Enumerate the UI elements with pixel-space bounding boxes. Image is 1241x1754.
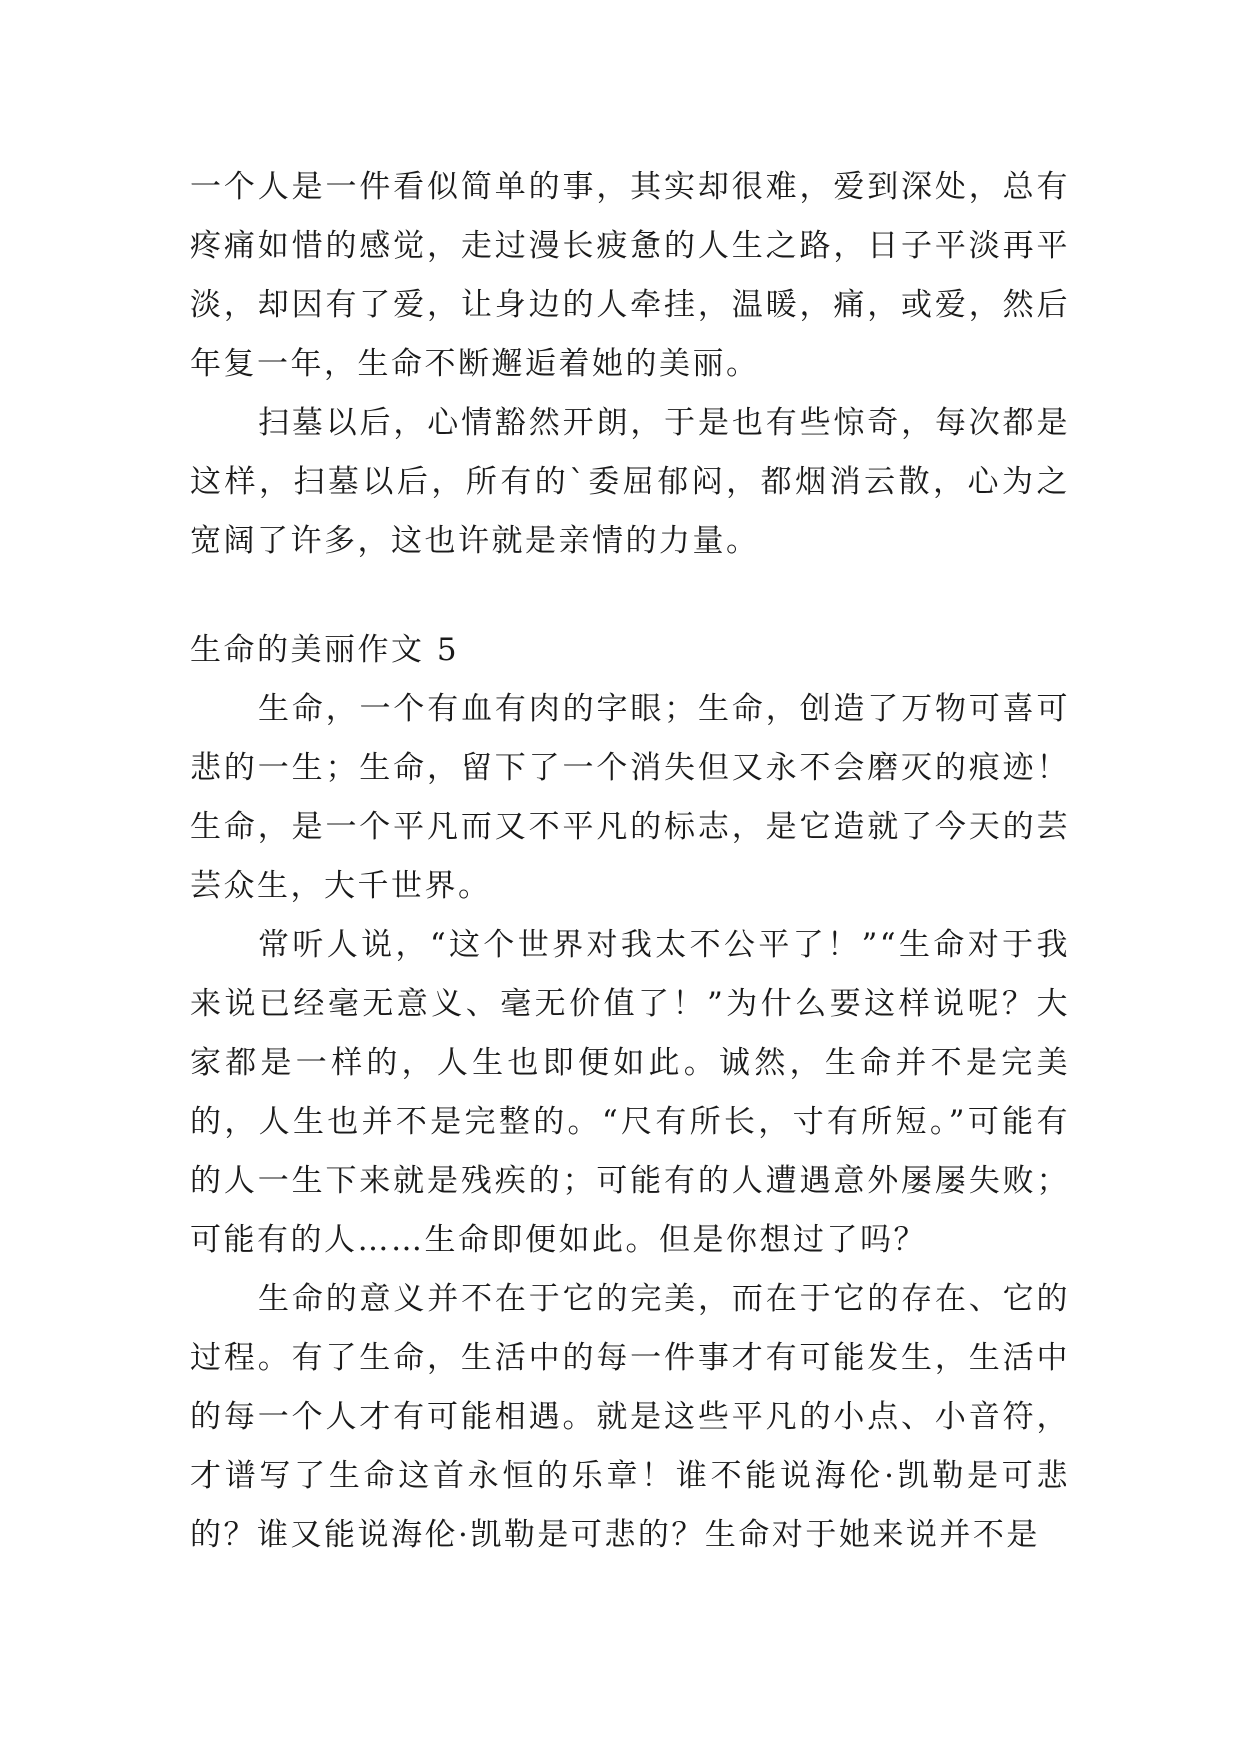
section-gap [190, 571, 1070, 621]
paragraph-4: 常听人说，“这个世界对我太不公平了！”“生命对于我来说已经毫无意义、毫无价值了！”为什么要这样说呢？大家都是一样的，人生也即便如此。诚然，生命并不是完美的，人生也并不是完整的。“尺有所长，寸有所短。”可能有的人一生下来就是残疾的；可能有的人遭遇意外屡屡失败；可能有的人……生命即便如此。但是你想过了吗？ [190, 927, 1070, 1258]
paragraph-3: 生命，一个有血有肉的字眼；生命，创造了万物可喜可悲的一生；生命，留下了一个消失但又永不会磨灭的痕迹！生命，是一个平凡而又不平凡的标志，是它造就了今天的芸芸众生，大千世界。 [190, 691, 1070, 904]
document-page [190, 158, 1070, 1565]
section-heading: 生命的美丽作文 5 [190, 632, 460, 668]
paragraph-2: 扫墓以后，心情豁然开朗，于是也有些惊奇，每次都是这样，扫墓以后，所有的`委屈郁闷，都烟消云散，心为之宽阔了许多，这也许就是亲情的力量。 [190, 405, 1070, 559]
paragraph-1: 一个人是一件看似简单的事，其实却很难，爱到深处，总有疼痛如惜的感觉，走过漫长疲惫的人生之路，日子平淡再平淡，却因有了爱，让身边的人牵挂，温暖，痛，或爱，然后年复一年，生命不断邂逅着她的美丽。 [190, 169, 1070, 382]
paragraph-5: 生命的意义并不在于它的完美，而在于它的存在、它的过程。有了生命，生活中的每一件事才有可能发生，生活中的每一个人才有可能相遇。就是这些平凡的小点、小音符，才谱写了生命这首永恒的乐章！谁不能说海伦·凯勒是可悲的？谁又能说海伦·凯勒是可悲的？生命对于她来说并不是 [190, 1281, 1070, 1553]
